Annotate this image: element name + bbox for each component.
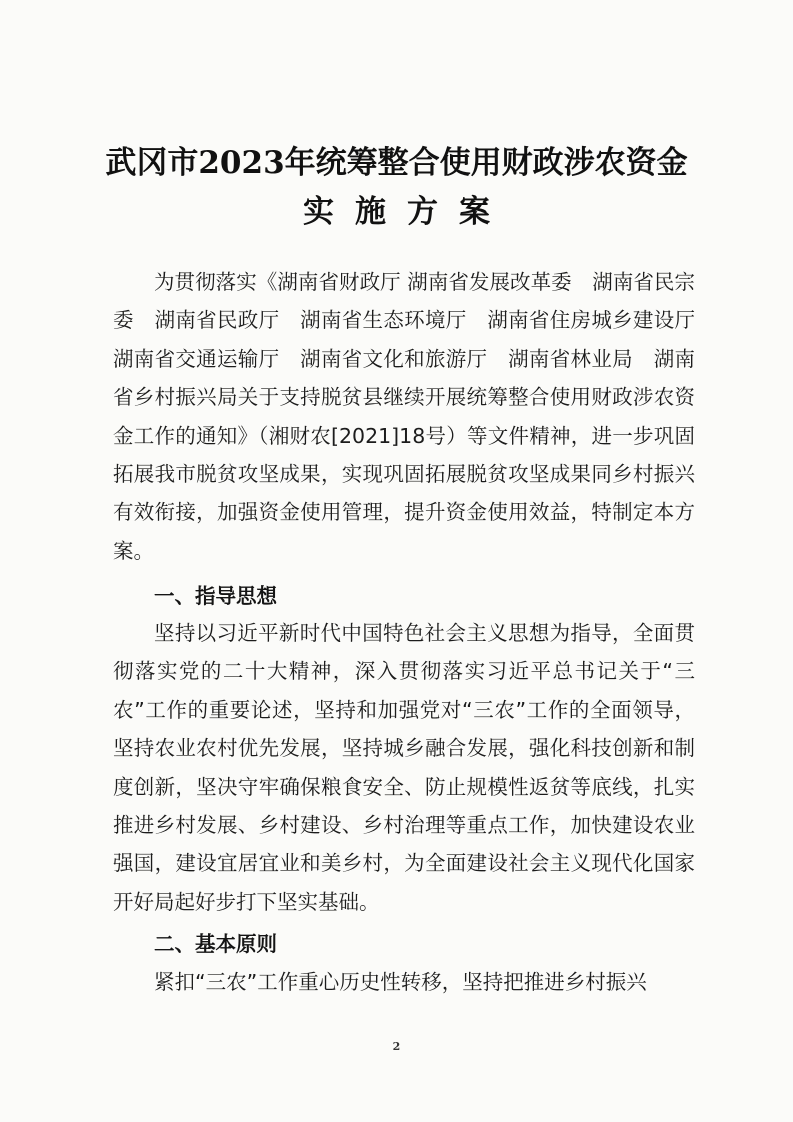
document-title-line2: 实施方案 xyxy=(303,194,511,230)
intro-paragraph: 为贯彻落实《湖南省财政厅 湖南省发展改革委 湖南省民宗委 湖南省民政厅 湖南省生态环境厅 湖南省住房城乡建设厅 湖南省交通运输厅 湖南省文化和旅游厅 湖南省林业局 湖南省乡村振兴局关于支持脱贫县继续开展统筹整合使用财政涉农资金工作的通知》（湘财农[2021]18号）等文件精神，进一步巩固拓展我市脱贫攻坚成果，实现巩固拓展脱贫攻坚成果同乡村振兴有效衔接，加强资金使用管理，提升资金使用效益，特制定本方案。 xyxy=(113,270,716,563)
section-paragraph-guiding-ideology: 坚持以习近平新时代中国特色社会主义思想为指导，全面贯彻落实党的二十大精神，深入贯彻落实习近平总书记关于“三农”工作的重要论述，坚持和加强党对“三农”工作的全面领导，坚持农业农村优先发展，坚持城乡融合发展，强化科技创新和制度创新，坚决守牢确保粮食安全、防止规模性返贫等底线，扎实推进乡村发展、乡村建设、乡村治理等重点工作，加快建设农业强国，建设宜居宜业和美乡村，为全面建设社会主义现代化国家开好局起好步打下坚实基础。 xyxy=(113,621,695,914)
page-number: 2 xyxy=(392,1040,401,1053)
section-paragraph-basic-principles: 紧扣“三农”工作重心历史性转移，坚持把推进乡村振兴 xyxy=(154,970,647,994)
section-heading-guiding-ideology: 一、指导思想 xyxy=(154,584,277,608)
section-heading-basic-principles: 二、基本原则 xyxy=(154,932,277,956)
document-title-line1: 武冈市2023年统筹整合使用财政涉农资金 xyxy=(105,145,688,181)
